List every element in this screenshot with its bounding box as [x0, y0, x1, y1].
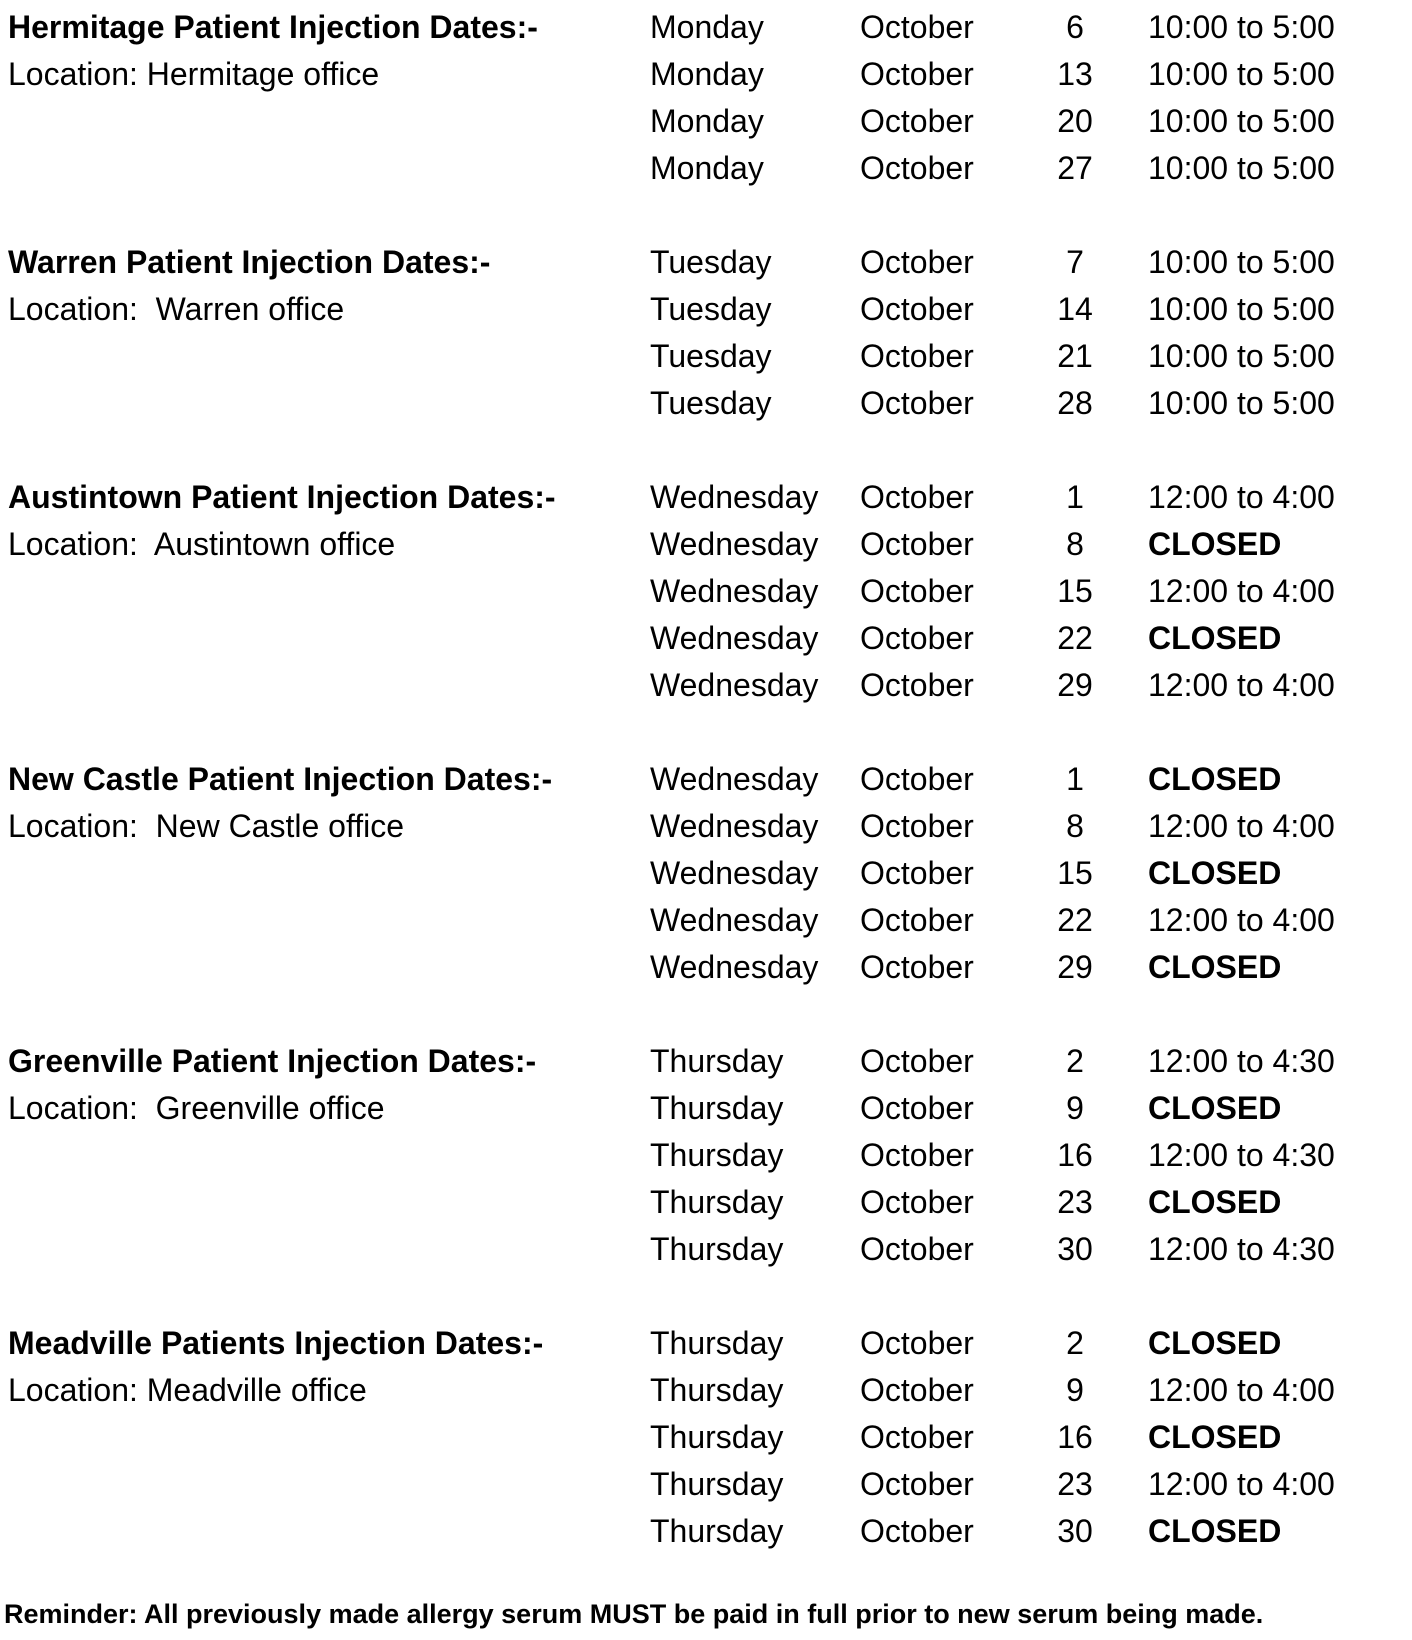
section-heading: Austintown Patient Injection Dates:- [8, 479, 556, 515]
weekday-cell: Wednesday [650, 479, 819, 515]
hours-cell: 12:00 to 4:00 [1148, 902, 1335, 938]
month-cell: October [860, 1184, 974, 1220]
schedule-row [0, 333, 1412, 380]
month-cell: October [860, 1043, 974, 1079]
hours-cell: 12:00 to 4:00 [1148, 573, 1335, 609]
schedule-row [0, 1367, 1412, 1414]
weekday-cell: Wednesday [650, 573, 819, 609]
month-cell: October [860, 808, 974, 844]
weekday-cell: Thursday [650, 1513, 784, 1549]
schedule-row [0, 1226, 1412, 1273]
date-cell: 9 [1066, 1372, 1084, 1408]
hours-cell: 12:00 to 4:30 [1148, 1137, 1335, 1173]
schedule-row [0, 521, 1412, 568]
hours-cell: 10:00 to 5:00 [1148, 338, 1335, 374]
month-cell: October [860, 902, 974, 938]
hours-cell: 12:00 to 4:30 [1148, 1043, 1335, 1079]
month-cell: October [860, 291, 974, 327]
hours-cell: 10:00 to 5:00 [1148, 291, 1335, 327]
date-cell: 1 [1066, 479, 1084, 515]
month-cell: October [860, 949, 974, 985]
section-heading: Greenville Patient Injection Dates:- [8, 1043, 537, 1079]
schedule-row [0, 1414, 1412, 1461]
hours-cell: CLOSED [1148, 1184, 1282, 1220]
date-cell: 30 [1057, 1513, 1093, 1549]
hours-cell: CLOSED [1148, 620, 1282, 656]
schedule-row [0, 51, 1412, 98]
date-cell: 14 [1057, 291, 1093, 327]
month-cell: October [860, 1231, 974, 1267]
month-cell: October [860, 1372, 974, 1408]
hours-cell: 12:00 to 4:00 [1148, 667, 1335, 703]
schedule-row [0, 286, 1412, 333]
weekday-cell: Monday [650, 56, 764, 92]
weekday-cell: Monday [650, 103, 764, 139]
schedule-row [0, 1320, 1412, 1367]
date-cell: 22 [1057, 902, 1093, 938]
month-cell: October [860, 1513, 974, 1549]
section-heading: New Castle Patient Injection Dates:- [8, 761, 553, 797]
hours-cell: 10:00 to 5:00 [1148, 9, 1335, 45]
hours-cell: 12:00 to 4:00 [1148, 1466, 1335, 1502]
weekday-cell: Monday [650, 9, 764, 45]
schedule-row [0, 1132, 1412, 1179]
section-location: Location: Greenville office [8, 1090, 385, 1126]
date-cell: 23 [1057, 1184, 1093, 1220]
date-cell: 28 [1057, 385, 1093, 421]
month-cell: October [860, 1137, 974, 1173]
section-location: Location: Warren office [8, 291, 345, 327]
schedule-row [0, 944, 1412, 991]
date-cell: 6 [1066, 9, 1084, 45]
weekday-cell: Thursday [650, 1466, 784, 1502]
hours-cell: 12:00 to 4:30 [1148, 1231, 1335, 1267]
month-cell: October [860, 1466, 974, 1502]
schedule-row [0, 1085, 1412, 1132]
schedule-row [0, 1038, 1412, 1085]
date-cell: 21 [1057, 338, 1093, 374]
date-cell: 15 [1057, 855, 1093, 891]
month-cell: October [860, 244, 974, 280]
hours-cell: CLOSED [1148, 949, 1282, 985]
section-heading: Hermitage Patient Injection Dates:- [8, 9, 538, 45]
date-cell: 7 [1066, 244, 1084, 280]
weekday-cell: Wednesday [650, 667, 819, 703]
date-cell: 16 [1057, 1137, 1093, 1173]
month-cell: October [860, 1325, 974, 1361]
hours-cell: CLOSED [1148, 526, 1282, 562]
schedule-row [0, 1461, 1412, 1508]
month-cell: October [860, 338, 974, 374]
hours-cell: 10:00 to 5:00 [1148, 103, 1335, 139]
hours-cell: 10:00 to 5:00 [1148, 244, 1335, 280]
date-cell: 22 [1057, 620, 1093, 656]
month-cell: October [860, 56, 974, 92]
date-cell: 2 [1066, 1043, 1084, 1079]
month-cell: October [860, 855, 974, 891]
month-cell: October [860, 1090, 974, 1126]
date-cell: 15 [1057, 573, 1093, 609]
hours-cell: CLOSED [1148, 761, 1282, 797]
date-cell: 16 [1057, 1419, 1093, 1455]
weekday-cell: Wednesday [650, 808, 819, 844]
weekday-cell: Tuesday [650, 291, 772, 327]
month-cell: October [860, 9, 974, 45]
weekday-cell: Monday [650, 150, 764, 186]
month-cell: October [860, 761, 974, 797]
schedule-row [0, 98, 1412, 145]
weekday-cell: Thursday [650, 1419, 784, 1455]
schedule-row [0, 380, 1412, 427]
month-cell: October [860, 1419, 974, 1455]
weekday-cell: Wednesday [650, 855, 819, 891]
schedule-row [0, 4, 1412, 51]
schedule-row [0, 1179, 1412, 1226]
hours-cell: 10:00 to 5:00 [1148, 150, 1335, 186]
weekday-cell: Thursday [650, 1372, 784, 1408]
weekday-cell: Thursday [650, 1184, 784, 1220]
reminder-note: Reminder: All previously made allergy serum MUST be paid in full prior to new serum being made. [4, 1599, 1264, 1629]
schedule-row [0, 662, 1412, 709]
weekday-cell: Thursday [650, 1043, 784, 1079]
month-cell: October [860, 103, 974, 139]
weekday-cell: Wednesday [650, 949, 819, 985]
section-location: Location: Austintown office [8, 526, 396, 562]
schedule-row [0, 1508, 1412, 1555]
date-cell: 1 [1066, 761, 1084, 797]
date-cell: 23 [1057, 1466, 1093, 1502]
section-location: Location: New Castle office [8, 808, 405, 844]
month-cell: October [860, 479, 974, 515]
section-heading: Meadville Patients Injection Dates:- [8, 1325, 544, 1361]
section-location: Location: Meadville office [8, 1372, 367, 1408]
date-cell: 2 [1066, 1325, 1084, 1361]
schedule-row [0, 474, 1412, 521]
weekday-cell: Thursday [650, 1137, 784, 1173]
schedule-row [0, 850, 1412, 897]
weekday-cell: Thursday [650, 1325, 784, 1361]
hours-cell: 10:00 to 5:00 [1148, 56, 1335, 92]
schedule-row [0, 145, 1412, 192]
weekday-cell: Tuesday [650, 244, 772, 280]
date-cell: 13 [1057, 56, 1093, 92]
section-location: Location: Hermitage office [8, 56, 380, 92]
month-cell: October [860, 526, 974, 562]
schedule-row [0, 615, 1412, 662]
date-cell: 8 [1066, 808, 1084, 844]
hours-cell: 10:00 to 5:00 [1148, 385, 1335, 421]
date-cell: 8 [1066, 526, 1084, 562]
hours-cell: CLOSED [1148, 1419, 1282, 1455]
schedule-row [0, 568, 1412, 615]
date-cell: 20 [1057, 103, 1093, 139]
month-cell: October [860, 573, 974, 609]
date-cell: 27 [1057, 150, 1093, 186]
schedule-row [0, 756, 1412, 803]
hours-cell: 12:00 to 4:00 [1148, 479, 1335, 515]
month-cell: October [860, 667, 974, 703]
weekday-cell: Wednesday [650, 761, 819, 797]
weekday-cell: Tuesday [650, 338, 772, 374]
hours-cell: 12:00 to 4:00 [1148, 1372, 1335, 1408]
weekday-cell: Wednesday [650, 620, 819, 656]
date-cell: 29 [1057, 667, 1093, 703]
schedule-row [0, 239, 1412, 286]
weekday-cell: Thursday [650, 1231, 784, 1267]
hours-cell: CLOSED [1148, 855, 1282, 891]
weekday-cell: Wednesday [650, 526, 819, 562]
schedule-row [0, 803, 1412, 850]
month-cell: October [860, 150, 974, 186]
month-cell: October [860, 385, 974, 421]
weekday-cell: Thursday [650, 1090, 784, 1126]
hours-cell: 12:00 to 4:00 [1148, 808, 1335, 844]
weekday-cell: Wednesday [650, 902, 819, 938]
date-cell: 9 [1066, 1090, 1084, 1126]
hours-cell: CLOSED [1148, 1325, 1282, 1361]
date-cell: 30 [1057, 1231, 1093, 1267]
date-cell: 29 [1057, 949, 1093, 985]
section-heading: Warren Patient Injection Dates:- [8, 244, 491, 280]
hours-cell: CLOSED [1148, 1090, 1282, 1126]
schedule-row [0, 897, 1412, 944]
month-cell: October [860, 620, 974, 656]
hours-cell: CLOSED [1148, 1513, 1282, 1549]
weekday-cell: Tuesday [650, 385, 772, 421]
